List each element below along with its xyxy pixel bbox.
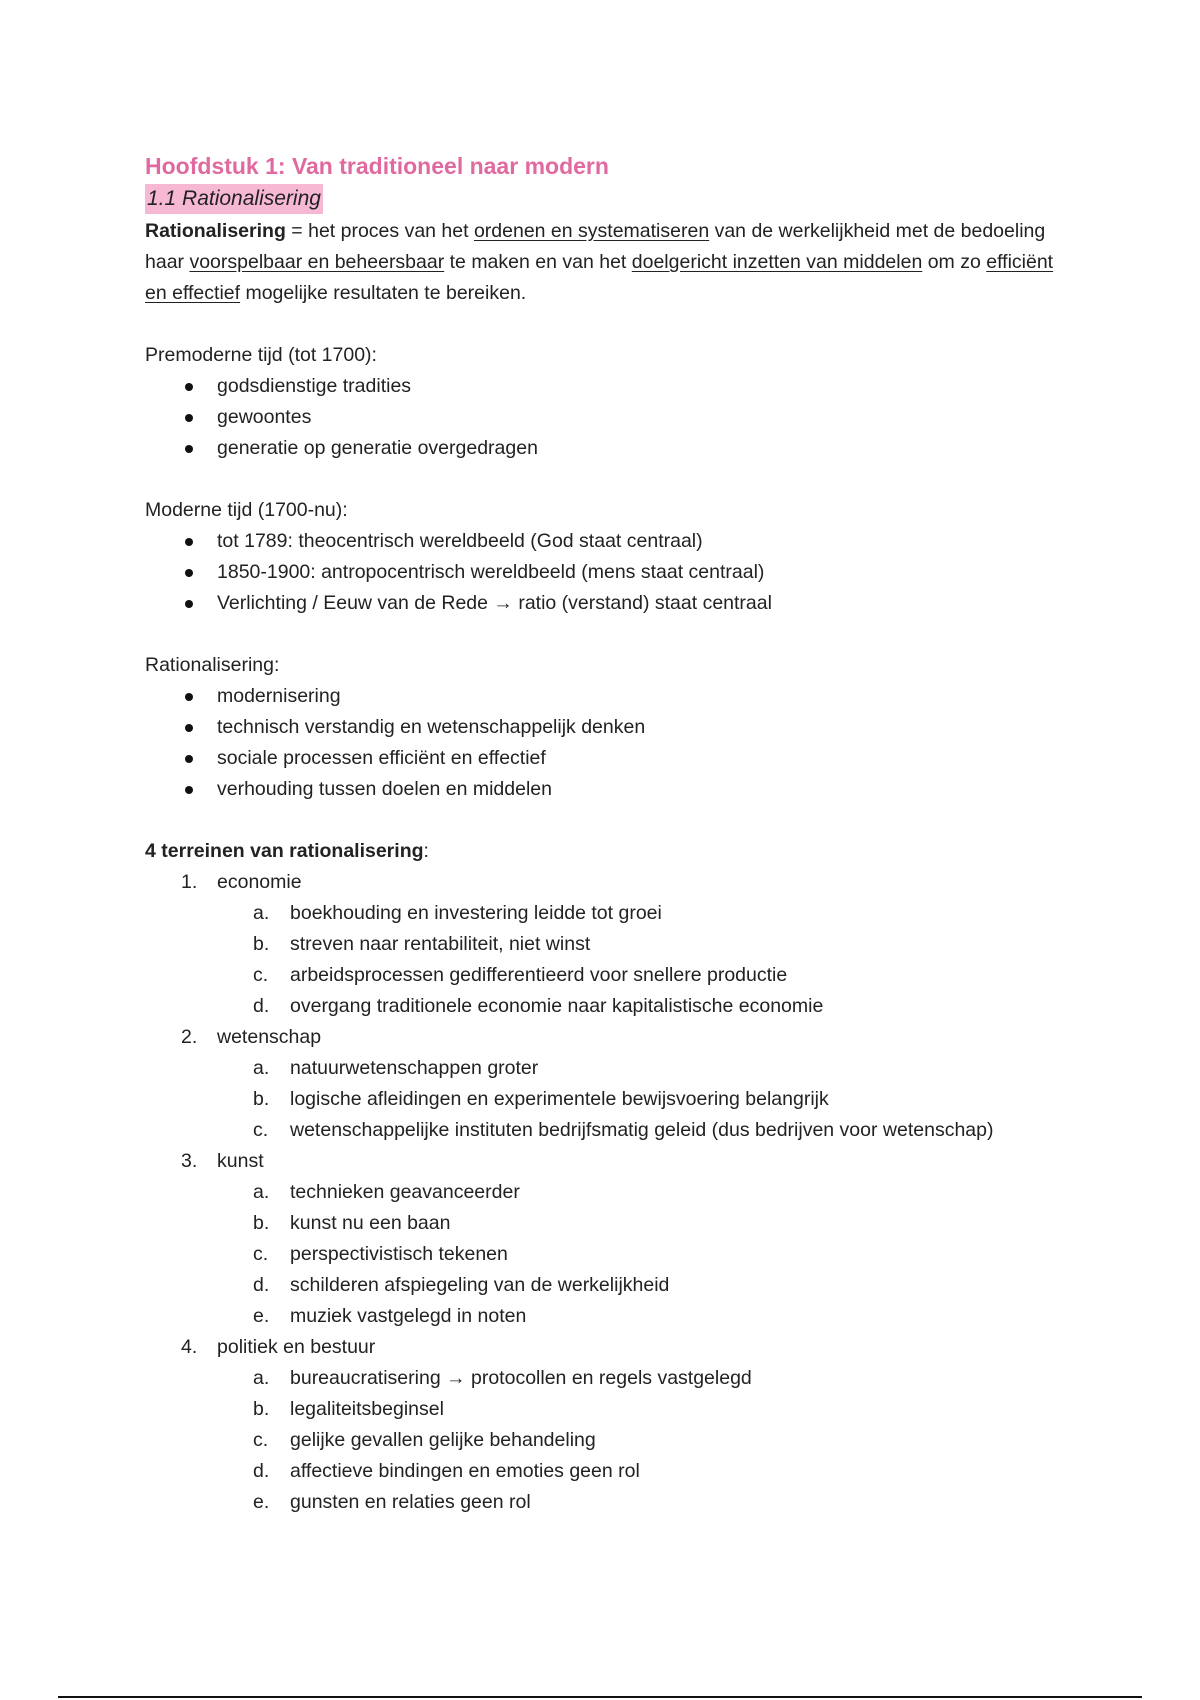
sub-item-text: legaliteitsbeginsel xyxy=(290,1398,444,1420)
terreinen-heading-bold: 4 terreinen van rationalisering xyxy=(145,840,424,862)
sub-item-letter: b. xyxy=(253,1212,270,1234)
bullet-icon xyxy=(185,724,193,732)
list-item xyxy=(145,774,1075,805)
sub-item xyxy=(145,1301,1075,1332)
sub-item xyxy=(145,1425,1075,1456)
sub-item xyxy=(145,929,1075,960)
definition-text: van de werkelijkheid met de bedoeling haar xyxy=(145,220,1046,273)
numbered-item xyxy=(145,1146,1075,1177)
sub-item-letter: c. xyxy=(253,1429,269,1451)
sub-item-letter: a. xyxy=(253,902,270,924)
chapter-title: Hoofdstuk 1: Van traditioneel naar modern xyxy=(145,153,609,179)
list-item-text: modernisering xyxy=(217,685,341,707)
sub-item-letter: c. xyxy=(253,1243,269,1265)
sub-item-text: overgang traditionele economie naar kapitalistische economie xyxy=(290,995,824,1017)
sub-item xyxy=(145,1394,1075,1425)
sub-item xyxy=(145,1177,1075,1208)
document-page xyxy=(145,140,1075,1518)
sub-item xyxy=(145,1208,1075,1239)
sub-item xyxy=(145,1363,1075,1394)
sub-item xyxy=(145,1053,1075,1084)
modern-heading: Moderne tijd (1700-nu): xyxy=(145,499,348,521)
sub-item xyxy=(145,1115,1075,1146)
premodern-list xyxy=(145,371,1075,464)
item-label: politiek en bestuur xyxy=(217,1336,376,1358)
section-title: 1.1 Rationalisering xyxy=(145,184,323,214)
list-item xyxy=(145,681,1075,712)
bullet-icon xyxy=(185,786,193,794)
modern-list xyxy=(145,526,1075,619)
list-item-text: generatie op generatie overgedragen xyxy=(217,437,538,459)
sub-item xyxy=(145,1270,1075,1301)
sub-item-text: muziek vastgelegd in noten xyxy=(290,1305,527,1327)
definition-underline: ordenen en systematiseren xyxy=(473,220,710,242)
definition-underline: doelgericht inzetten van middelen xyxy=(631,251,923,273)
sub-item-text: affectieve bindingen en emoties geen rol xyxy=(290,1460,640,1482)
sub-item-text: kunst nu een baan xyxy=(290,1212,451,1234)
terreinen-heading-colon: : xyxy=(423,840,429,862)
sub-item xyxy=(145,1487,1075,1518)
sub-item-letter: d. xyxy=(253,1274,270,1296)
sub-item-letter: a. xyxy=(253,1181,270,1203)
page-bottom-divider xyxy=(58,1696,1142,1698)
terreinen-list xyxy=(145,867,1075,1518)
list-item-text: verhouding tussen doelen en middelen xyxy=(217,778,552,800)
sub-item-text: streven naar rentabiliteit, niet winst xyxy=(290,933,591,955)
item-label: economie xyxy=(217,871,302,893)
numbered-item xyxy=(145,1332,1075,1363)
item-label: wetenschap xyxy=(217,1026,322,1048)
sub-item-text: boekhouding en investering leidde tot groei xyxy=(290,902,662,924)
list-item xyxy=(145,526,1075,557)
list-item-text: godsdienstige tradities xyxy=(217,375,412,397)
sub-item xyxy=(145,960,1075,991)
sub-item-letter: b. xyxy=(253,1088,270,1110)
list-item xyxy=(145,712,1075,743)
sub-item-text: logische afleidingen en experimentele bewijsvoering belangrijk xyxy=(290,1088,829,1110)
sub-item-letter: a. xyxy=(253,1367,270,1389)
list-item xyxy=(145,588,1075,619)
sub-item-text: gunsten en relaties geen rol xyxy=(290,1491,531,1513)
definition-underline: efficiënt en effectief xyxy=(145,251,1054,304)
list-item-text: technisch verstandig en wetenschappelijk denken xyxy=(217,716,646,738)
bullet-icon xyxy=(185,569,193,577)
list-item xyxy=(145,743,1075,774)
definition-text: = het proces van het xyxy=(285,220,474,242)
bullet-icon xyxy=(185,693,193,701)
sub-item-text: perspectivistisch tekenen xyxy=(290,1243,508,1265)
definition-paragraph xyxy=(145,216,1075,309)
definition-text: te maken en van het xyxy=(444,251,632,273)
sub-item xyxy=(145,991,1075,1022)
list-item xyxy=(145,557,1075,588)
sub-item xyxy=(145,898,1075,929)
item-number: 1. xyxy=(181,871,198,893)
item-number: 3. xyxy=(181,1150,198,1172)
sub-item-letter: b. xyxy=(253,933,270,955)
rationalisering-list xyxy=(145,681,1075,805)
list-item xyxy=(145,371,1075,402)
sub-item-text: wetenschappelijke instituten bedrijfsmatig geleid (dus bedrijven voor wetenschap) xyxy=(290,1119,994,1141)
list-item-text: Verlichting / Eeuw van de Rede → ratio (verstand) staat centraal xyxy=(217,592,772,614)
item-number: 2. xyxy=(181,1026,198,1048)
sub-item-text: bureaucratisering → protocollen en regels vastgelegd xyxy=(290,1367,752,1389)
sub-item-letter: c. xyxy=(253,1119,269,1141)
sub-item-letter: d. xyxy=(253,1460,270,1482)
sub-item-text: gelijke gevallen gelijke behandeling xyxy=(290,1429,596,1451)
sub-item-text: natuurwetenschappen groter xyxy=(290,1057,539,1079)
list-item-text: 1850-1900: antropocentrisch wereldbeeld (mens staat centraal) xyxy=(217,561,765,583)
bullet-icon xyxy=(185,600,193,608)
list-item-text: tot 1789: theocentrisch wereldbeeld (God staat centraal) xyxy=(217,530,703,552)
bullet-icon xyxy=(185,755,193,763)
definition-text: mogelijke resultaten te bereiken. xyxy=(240,282,527,304)
sub-item xyxy=(145,1239,1075,1270)
definition-text: om zo xyxy=(922,251,987,273)
definition-term: Rationalisering xyxy=(145,220,286,242)
sub-item xyxy=(145,1084,1075,1115)
bullet-icon xyxy=(185,538,193,546)
bullet-icon xyxy=(185,445,193,453)
sub-item-letter: c. xyxy=(253,964,269,986)
sub-item-letter: b. xyxy=(253,1398,270,1420)
definition-underline: voorspelbaar en beheersbaar xyxy=(189,251,445,273)
sub-item-text: schilderen afspiegeling van de werkelijkheid xyxy=(290,1274,670,1296)
sub-item-letter: d. xyxy=(253,995,270,1017)
sub-item-letter: a. xyxy=(253,1057,270,1079)
sub-item-letter: e. xyxy=(253,1305,270,1327)
rationalisering-heading: Rationalisering: xyxy=(145,654,280,676)
numbered-item xyxy=(145,1022,1075,1053)
list-item xyxy=(145,402,1075,433)
sub-item-letter: e. xyxy=(253,1491,270,1513)
item-number: 4. xyxy=(181,1336,198,1358)
sub-item xyxy=(145,1456,1075,1487)
sub-item-text: arbeidsprocessen gedifferentieerd voor snellere productie xyxy=(290,964,788,986)
numbered-item xyxy=(145,867,1075,898)
item-label: kunst xyxy=(217,1150,264,1172)
list-item-text: sociale processen efficiënt en effectief xyxy=(217,747,546,769)
bullet-icon xyxy=(185,414,193,422)
sub-item-text: technieken geavanceerder xyxy=(290,1181,520,1203)
terreinen-heading xyxy=(145,836,1075,867)
list-item-text: gewoontes xyxy=(217,406,312,428)
premodern-heading: Premoderne tijd (tot 1700): xyxy=(145,344,377,366)
list-item xyxy=(145,433,1075,464)
bullet-icon xyxy=(185,383,193,391)
